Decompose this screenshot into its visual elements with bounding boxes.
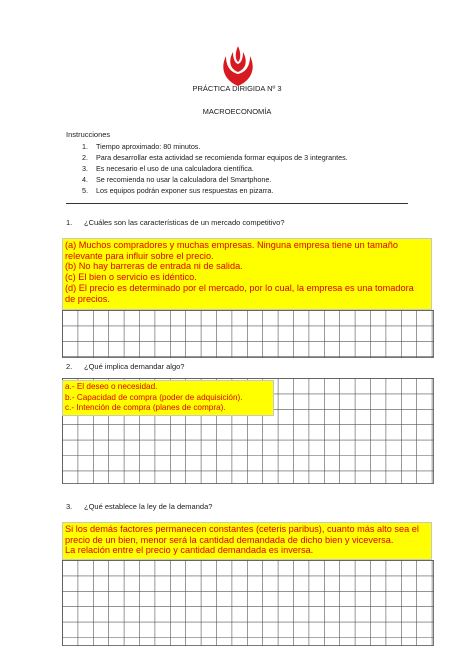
answer-1-box: (a) Muchos compradores y muchas empresas. Ninguna empresa tiene un tamaño relevante para influir sobre el precio. (b) No hay barreras de entrada ni de salida. (c) El bien o servicio es idéntico. (d) El precio es determinado por el mercado, por lo cual, la empresa es una tomadora de precios. xyxy=(62,238,432,310)
instruction-item: 3. Es necesario el uso de una calculadora científica. xyxy=(82,164,254,173)
course-name: MACROECONOMÍA xyxy=(202,107,272,116)
question-2: 2. ¿Qué implica demandar algo? xyxy=(66,362,185,371)
question-3: 3. ¿Qué establece la ley de la demanda? xyxy=(66,502,213,511)
upc-flame-logo-icon xyxy=(218,44,258,88)
instruction-item: 5. Los equipos podrán exponer sus respuestas en pizarra. xyxy=(82,186,274,195)
answer-3-box: Si los demás factores permanecen constantes (ceteris paribus), cuanto más alto sea el precio de un bien, menor será la cantidad demandada de dicho bien y viceversa. La relación entre el precio y cantidad demandada es inversa. xyxy=(62,522,432,560)
divider-line xyxy=(66,203,408,204)
page-title: PRÁCTICA DIRIGIDA Nº 3 xyxy=(192,84,282,93)
instruction-item: 1. Tiempo aproximado: 80 minutos. xyxy=(82,142,201,151)
instruction-item: 4. Se recomienda no usar la calculadora del Smartphone. xyxy=(82,175,272,184)
answer-3-grid xyxy=(62,560,434,646)
answer-1-grid xyxy=(62,310,434,358)
question-1: 1. ¿Cuáles son las características de un mercado competitivo? xyxy=(66,218,285,227)
instruction-item: 2. Para desarrollar esta actividad se recomienda formar equipos de 3 integrantes. xyxy=(82,153,348,162)
answer-2-box: a.- El deseo o necesidad. b.- Capacidad de compra (poder de adquisición). c.- Intención de compra (planes de compra). xyxy=(62,380,274,416)
instructions-list xyxy=(82,141,348,196)
instructions-heading: Instrucciones xyxy=(66,130,111,139)
